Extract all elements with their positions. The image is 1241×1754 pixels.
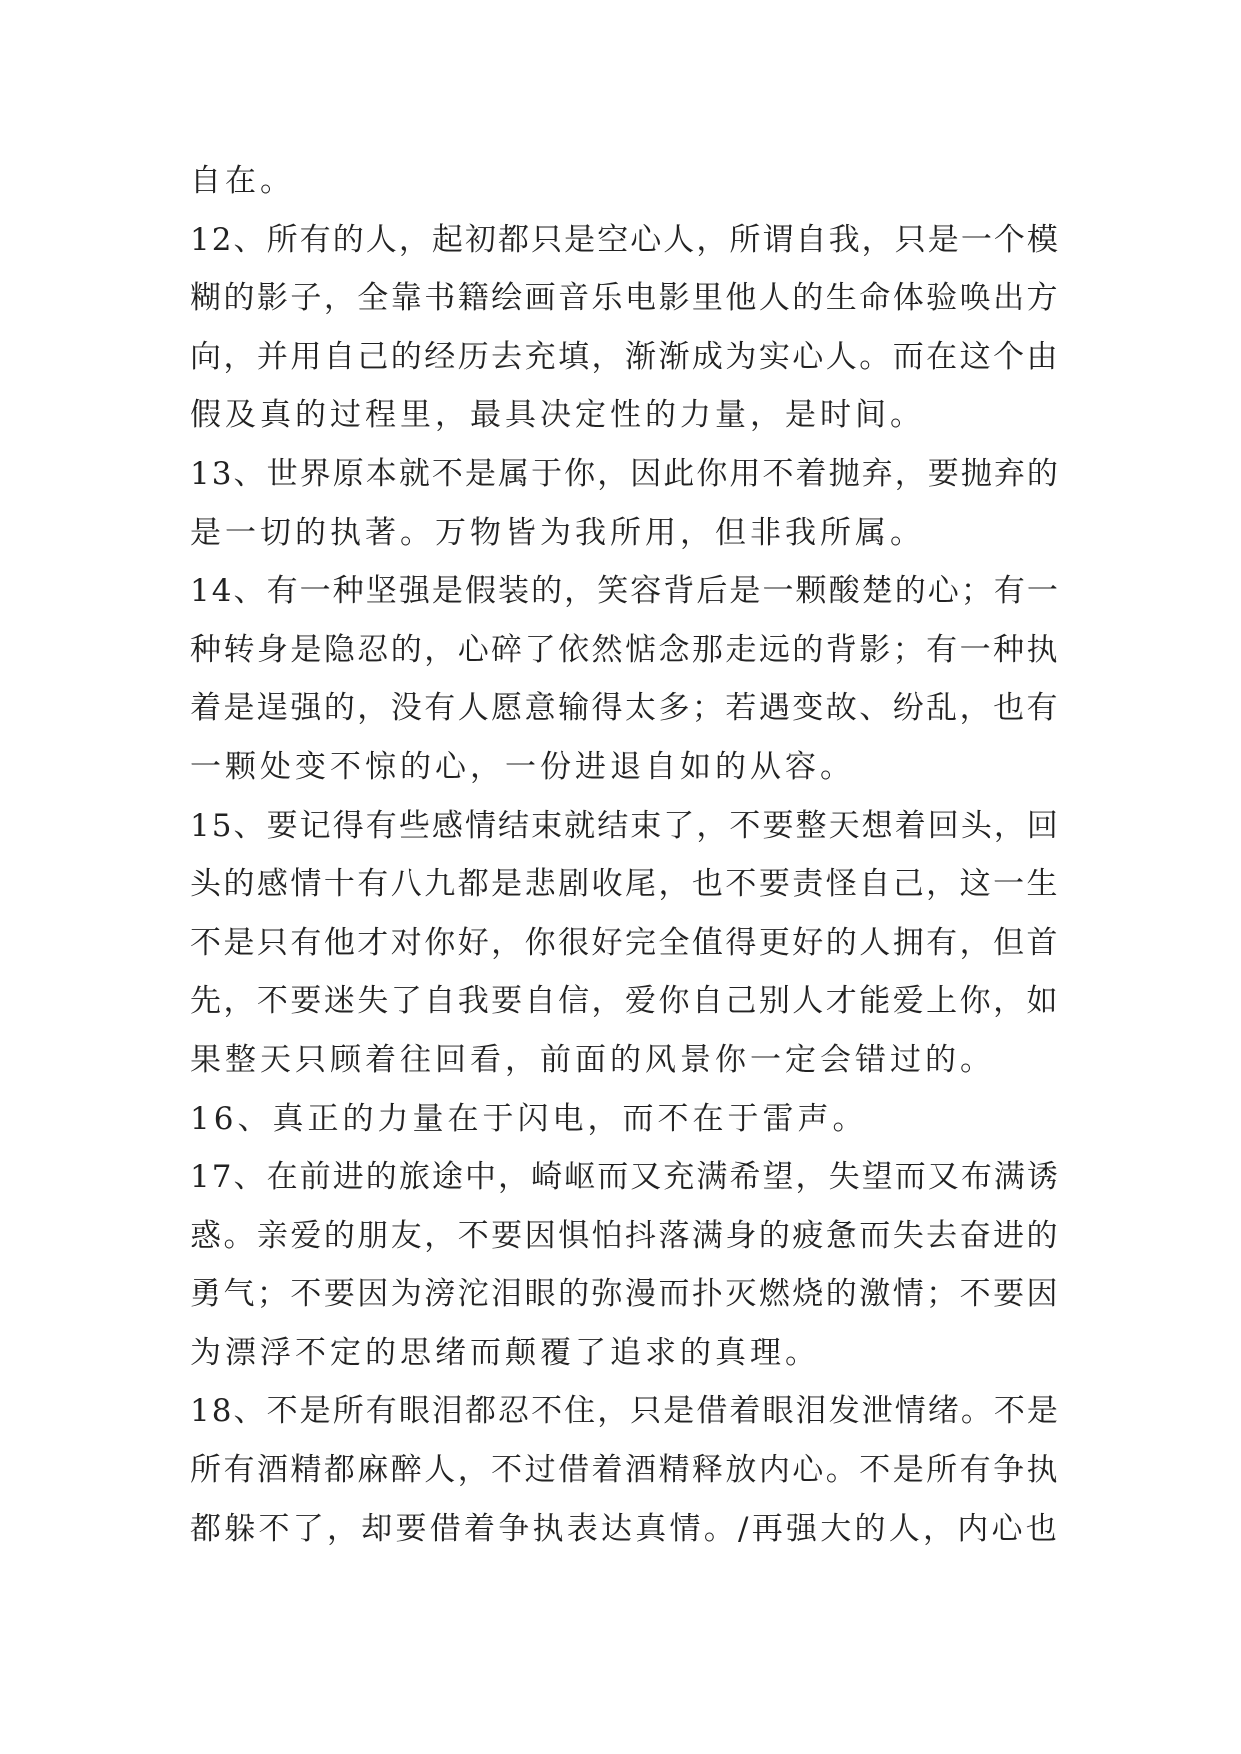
text-line: 都躲不了，却要借着争执表达真情。/再强大的人，内心也 xyxy=(190,1510,1060,1547)
text-line: 头的感情十有八九都是悲剧收尾，也不要责怪自己，这一生 xyxy=(190,866,1060,903)
document-body xyxy=(190,152,1060,1558)
text-line: 先，不要迷失了自我要自信，爱你自己别人才能爱上你，如 xyxy=(190,983,1060,1020)
text-line: 13、世界原本就不是属于你，因此你用不着抛弃，要抛弃的 xyxy=(190,455,1060,492)
text-line: 17、在前进的旅途中，崎岖而又充满希望，失望而又布满诱 xyxy=(190,1159,1060,1196)
text-line: 14、有一种坚强是假装的，笑容背后是一颗酸楚的心；有一 xyxy=(190,573,1060,610)
text-line: 着是逞强的，没有人愿意输得太多；若遇变故、纷乱，也有 xyxy=(190,690,1060,727)
text-line: 勇气；不要因为滂沱泪眼的弥漫而扑灭燃烧的激情；不要因 xyxy=(190,1276,1060,1313)
text-line: 为漂浮不定的思绪而颠覆了追求的真理。 xyxy=(190,1334,820,1371)
text-line: 糊的影子，全靠书籍绘画音乐电影里他人的生命体验唤出方 xyxy=(190,280,1060,317)
text-line: 16、真正的力量在于闪电，而不在于雷声。 xyxy=(190,1100,868,1137)
text-line: 向，并用自己的经历去充填，渐渐成为实心人。而在这个由 xyxy=(190,338,1060,375)
text-line: 果整天只顾着往回看，前面的风景你一定会错过的。 xyxy=(190,1041,995,1078)
text-line: 12、所有的人，起初都只是空心人，所谓自我，只是一个模 xyxy=(190,221,1060,258)
text-line: 所有酒精都麻醉人，不过借着酒精释放内心。不是所有争执 xyxy=(190,1452,1060,1489)
text-line: 是一切的执著。万物皆为我所用，但非我所属。 xyxy=(190,514,925,551)
text-line: 18、不是所有眼泪都忍不住，只是借着眼泪发泄情绪。不是 xyxy=(190,1393,1060,1430)
text-line: 惑。亲爱的朋友，不要因惧怕抖落满身的疲惫而失去奋进的 xyxy=(190,1217,1060,1254)
text-line: 假及真的过程里，最具决定性的力量，是时间。 xyxy=(190,397,925,434)
text-line: 自在。 xyxy=(190,163,295,199)
text-line: 一颗处变不惊的心，一份进退自如的从容。 xyxy=(190,748,855,785)
text-line: 种转身是隐忍的，心碎了依然惦念那走远的背影；有一种执 xyxy=(190,631,1060,668)
text-line: 15、要记得有些感情结束就结束了，不要整天想着回头，回 xyxy=(190,807,1060,844)
text-line: 不是只有他才对你好，你很好完全值得更好的人拥有，但首 xyxy=(190,924,1060,961)
